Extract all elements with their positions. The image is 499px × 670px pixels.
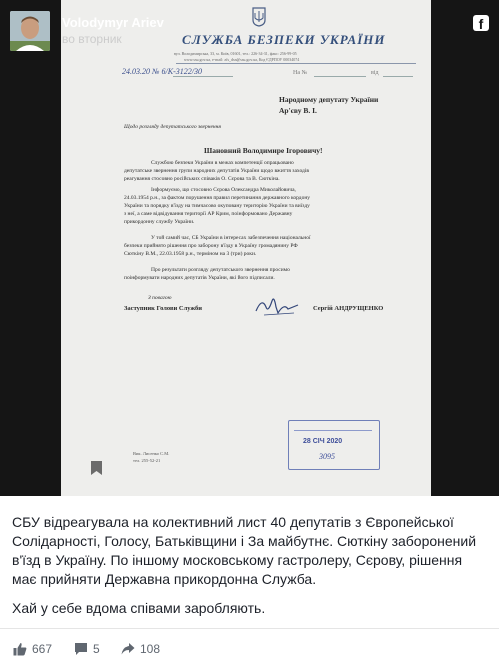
- share-button[interactable]: [121, 642, 160, 656]
- coat-of-arms-icon: [252, 7, 266, 27]
- agency-name: СЛУЖБА БЕЗПЕКИ УКРАЇНИ: [182, 32, 386, 47]
- author-name[interactable]: Volodymyr Ariev: [62, 15, 164, 30]
- signer-title: Заступник Голови Служби: [124, 305, 202, 312]
- outgoing-reference: 24.03.20 № 6/К-3122/30: [122, 67, 202, 76]
- paragraph-2-line-1: Інформуємо, що стосовно Сєрова Олександра Миколайовича,: [151, 187, 296, 193]
- executor-phone: тел. 255-52-21: [133, 458, 161, 463]
- executor-name: Вик. Лисенко С.М.: [133, 451, 170, 456]
- sbu-letter-document: [61, 0, 431, 496]
- action-bar: [0, 628, 499, 670]
- agency-contacts: www.ssu.gov.ua, e-mail: zfs_dsn@ssu.gov.ua, Код ЄДРПОУ 00034074: [184, 57, 300, 62]
- paragraph-2-line-5: прикордонну службу України.: [124, 219, 195, 225]
- paragraph-4-line-2: поінформувати народних депутатів України, які його підписали.: [124, 275, 275, 281]
- paragraph-2-line-2: 24.03.1954 р.н., за фактом порушення правил перетинання державного кордону: [124, 195, 311, 201]
- like-button[interactable]: [13, 642, 52, 656]
- share-icon: [121, 642, 135, 656]
- signer-name: Сергій АНДРУЩЕНКО: [313, 305, 384, 312]
- comment-button[interactable]: [74, 642, 100, 656]
- thumbs-up-icon: [13, 642, 27, 656]
- agency-address: вул. Володимирська, 33, м. Київ, 01601, тел.: 226-34-31, факс: 256-99-05: [174, 51, 297, 56]
- stamp-date: 28 СІЧ 2020: [303, 438, 343, 445]
- registration-stamp: [288, 420, 380, 470]
- share-count: 108: [140, 642, 161, 656]
- paragraph-1-line-2: депутатське звернення групи народних депутатів України щодо вжиття заходів: [124, 168, 309, 174]
- incoming-ref-label: На №: [293, 70, 308, 76]
- post-caption: [12, 513, 488, 628]
- incoming-date-label: від: [371, 70, 379, 76]
- paragraph-1-line-1: Службою безпеки України в межах компетенції опрацьовано: [151, 160, 294, 166]
- paragraph-3-line-2: безпеки прийнято рішення про заборону в'їзду в Україну громадянину РФ: [124, 243, 298, 249]
- facebook-icon[interactable]: f: [473, 15, 489, 31]
- paragraph-2-line-4: з неї, а саме відвідування території АР Крим, поінформовано Державну: [124, 211, 293, 217]
- letter-subject: Щодо розгляду депутатського звернення: [124, 124, 221, 130]
- paragraph-3-line-1: У той самий час, СБ України в інтересах забезпечення національної: [151, 235, 311, 241]
- post-timestamp[interactable]: во вторник: [62, 32, 122, 46]
- stamp-number: 3095: [319, 452, 335, 461]
- comment-icon: [74, 642, 88, 656]
- paragraph-1-line-3: реагування стосовно російських співаків О. Сєрова та В. Сюткіна.: [124, 176, 280, 182]
- paragraph-4-line-1: Про результати розгляду депутатського звернення просимо: [151, 267, 290, 273]
- incoming-date-line: [383, 76, 413, 77]
- caption-paragraph-2: Хай у себе вдома співами заробляють.: [12, 600, 266, 616]
- like-count: 667: [32, 642, 53, 656]
- reference-field-line: [173, 76, 233, 77]
- author-avatar[interactable]: [10, 11, 50, 51]
- comment-count: 5: [93, 642, 100, 656]
- paragraph-3-line-3: Сюткіну В.М., 22.03.1958 р.н., терміном на 3 (три) роки.: [124, 251, 257, 257]
- incoming-ref-line: [314, 76, 366, 77]
- letter-regards: З повагою: [148, 295, 172, 301]
- signature-image: [254, 293, 300, 319]
- addressee-line-1: Народному депутату України: [279, 95, 379, 104]
- caption-paragraph-1: СБУ відреагувала на колективний лист 40 депутатів з Європейської Солідарності, Голосу, Батьківщини і За майбутнє. Сюткіну заборонений в'їзд в Україну. По іншому московському гастролеру, Сєрову, рішення має прийняти Державна прикордонна Служба.: [12, 514, 477, 587]
- addressee-line-2: Ар'єву В. І.: [279, 106, 317, 115]
- paragraph-2-line-3: України та порядку в'їзду на тимчасово окуповану територію України та виїзду: [124, 203, 310, 209]
- bookmark-icon[interactable]: [91, 461, 102, 475]
- header-rule: [176, 63, 416, 64]
- letter-salutation: Шановний Володимире Ігоровичу!: [204, 146, 323, 155]
